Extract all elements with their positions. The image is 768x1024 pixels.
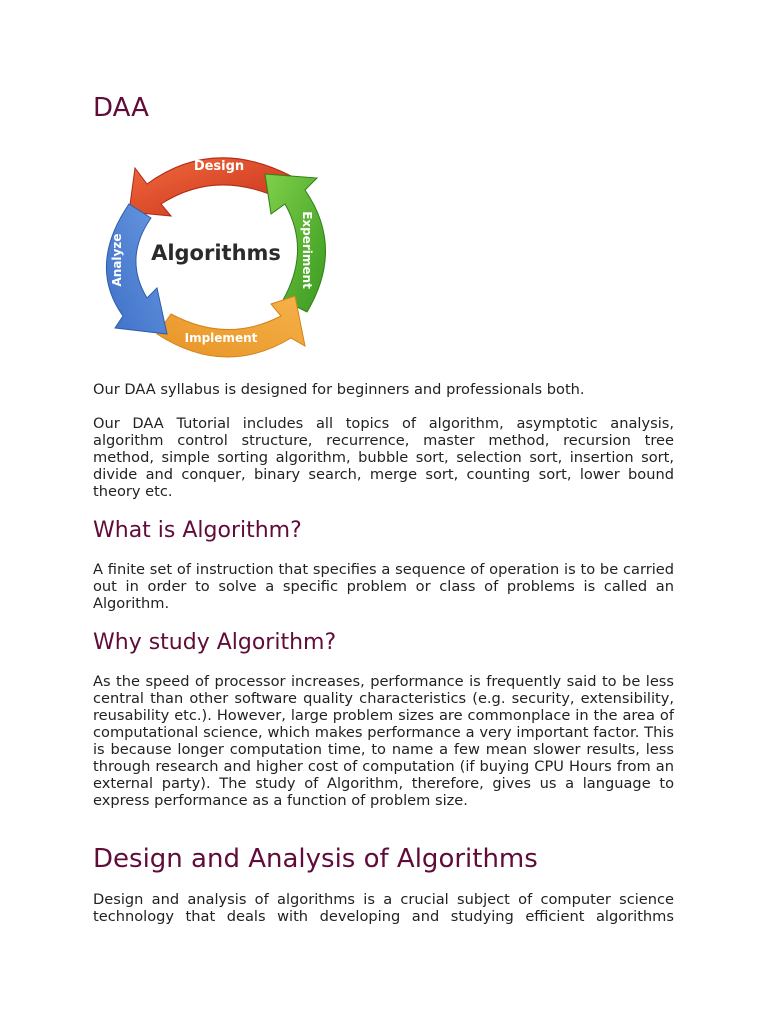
analyze-arrow — [106, 204, 167, 334]
implement-arrow — [157, 296, 305, 357]
algorithms-cycle-diagram — [95, 138, 335, 368]
intro-paragraph-1: Our DAA syllabus is designed for beginners and professionals both. — [93, 381, 585, 398]
design-and-analysis-paragraph: Design and analysis of algorithms is a crucial subject of computer science technology that deals with developing and studying efficient algorithms — [93, 891, 674, 925]
implement-label: Implement — [184, 331, 258, 345]
why-study-algorithm-paragraph: As the speed of processor increases, performance is frequently said to be less central than other software quality characteristics (e.g. security, extensibility, reusability etc.). However, large problem sizes are commonplace in the area of computational science, which makes performance a very important factor. This is because longer computation time, to name a few mean slower results, less through research and higher cost of computation (if buying CPU Hours from an external party). The study of Algorithm, therefore, gives us a language to express performance as a function of problem size. — [93, 673, 674, 809]
what-is-algorithm-paragraph: A finite set of instruction that specifies a sequence of operation is to be carried out in order to solve a specific problem or class of problems is called an Algorithm. — [93, 561, 674, 612]
design-label: Design — [193, 159, 245, 174]
page-title: DAA — [93, 93, 149, 123]
heading-design-and-analysis: Design and Analysis of Algorithms — [93, 844, 538, 874]
heading-what-is-algorithm: What is Algorithm? — [93, 518, 302, 543]
intro-paragraph-2: Our DAA Tutorial includes all topics of algorithm, asymptotic analysis, algorithm control structure, recurrence, master method, recursion tree method, simple sorting algorithm, bubble sort, selection sort, insertion sort, divide and conquer, binary search, merge sort, counting sort, lower bound theory etc. — [93, 415, 674, 500]
diagram-center-label: Algorithms — [151, 241, 281, 265]
heading-why-study-algorithm: Why study Algorithm? — [93, 630, 337, 655]
experiment-label: Experiment — [300, 211, 314, 289]
analyze-label: Analyze — [110, 233, 124, 287]
